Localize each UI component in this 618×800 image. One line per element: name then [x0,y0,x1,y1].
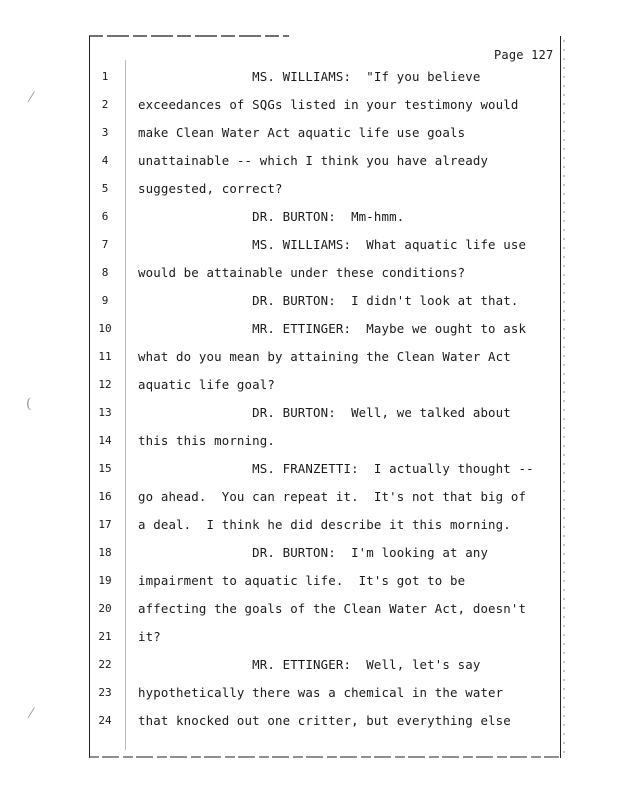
line-number: 21 [98,630,112,643]
line-text: DR. BURTON: I didn't look at that. [138,293,519,308]
line-number: 13 [98,406,112,419]
line-number: 20 [98,602,112,615]
page-number: Page 127 [494,48,554,62]
line-number: 12 [98,378,112,391]
margin-scan-mark: ⁄ [30,706,33,722]
line-text: it? [138,629,161,644]
transcript-line [96,682,556,710]
right-edge-marks [563,40,565,755]
line-text: DR. BURTON: I'm looking at any [138,545,489,560]
line-text: that knocked out one critter, but everything else [138,713,511,728]
line-number: 14 [98,434,112,447]
line-text: DR. BURTON: Well, we talked about [138,405,511,420]
line-number: 22 [98,658,112,671]
transcript-line [96,710,556,738]
line-number: 17 [98,518,112,531]
line-text: go ahead. You can repeat it. It's not that big of [138,489,527,504]
transcript-line [96,346,556,374]
line-number: 23 [98,686,112,699]
line-number: 6 [101,210,109,223]
margin-scan-mark: ⁄ [30,90,33,106]
transcript-line [96,290,556,318]
bottom-rule [89,756,559,758]
transcript-line [96,234,556,262]
transcript-line [96,178,556,206]
transcript-lines [96,66,556,738]
line-number: 15 [98,462,112,475]
line-number: 5 [101,182,109,195]
transcript-line [96,206,556,234]
margin-scan-mark: ( [26,396,32,412]
transcript-line [96,374,556,402]
line-number: 7 [101,238,109,251]
line-number: 8 [101,266,109,279]
line-text: would be attainable under these conditions? [138,265,466,280]
transcript-line [96,542,556,570]
transcript-line [96,486,556,514]
transcript-line [96,598,556,626]
transcript-line [96,402,556,430]
line-text: a deal. I think he did describe it this morning. [138,517,511,532]
line-text: hypothetically there was a chemical in the water [138,685,504,700]
line-number: 3 [101,126,109,139]
transcript-line [96,66,556,94]
line-text: aquatic life goal? [138,377,275,392]
transcript-line [96,262,556,290]
line-number: 11 [98,350,112,363]
line-number: 18 [98,546,112,559]
transcript-line [96,570,556,598]
line-number: 1 [101,70,109,83]
line-text: make Clean Water Act aquatic life use goals [138,125,466,140]
line-text: this this morning. [138,433,275,448]
transcript-line [96,514,556,542]
line-text: MS. WILLIAMS: What aquatic life use [138,237,527,252]
line-number: 19 [98,574,112,587]
transcript-line [96,458,556,486]
line-text: impairment to aquatic life. It's got to be [138,573,466,588]
line-number: 10 [98,322,112,335]
transcript-line [96,94,556,122]
line-number: 24 [98,714,112,727]
line-text: MS. FRANZETTI: I actually thought -- [138,461,534,476]
line-number: 4 [101,154,109,167]
line-text: suggested, correct? [138,181,283,196]
transcript-line [96,654,556,682]
line-number: 16 [98,490,112,503]
line-text: MR. ETTINGER: Maybe we ought to ask [138,321,527,336]
line-text: exceedances of SQGs listed in your testimony would [138,97,519,112]
transcript-line [96,150,556,178]
line-text: affecting the goals of the Clean Water Act, doesn't [138,601,527,616]
transcript-line [96,626,556,654]
transcript-line [96,430,556,458]
line-text: MR. ETTINGER: Well, let's say [138,657,481,672]
line-text: DR. BURTON: Mm-hmm. [138,209,405,224]
transcript-line [96,318,556,346]
line-number: 9 [101,294,109,307]
line-text: what do you mean by attaining the Clean Water Act [138,349,511,364]
line-number: 2 [101,98,109,111]
transcript-line [96,122,556,150]
line-text: unattainable -- which I think you have already [138,153,489,168]
line-text: MS. WILLIAMS: "If you believe [138,69,481,84]
